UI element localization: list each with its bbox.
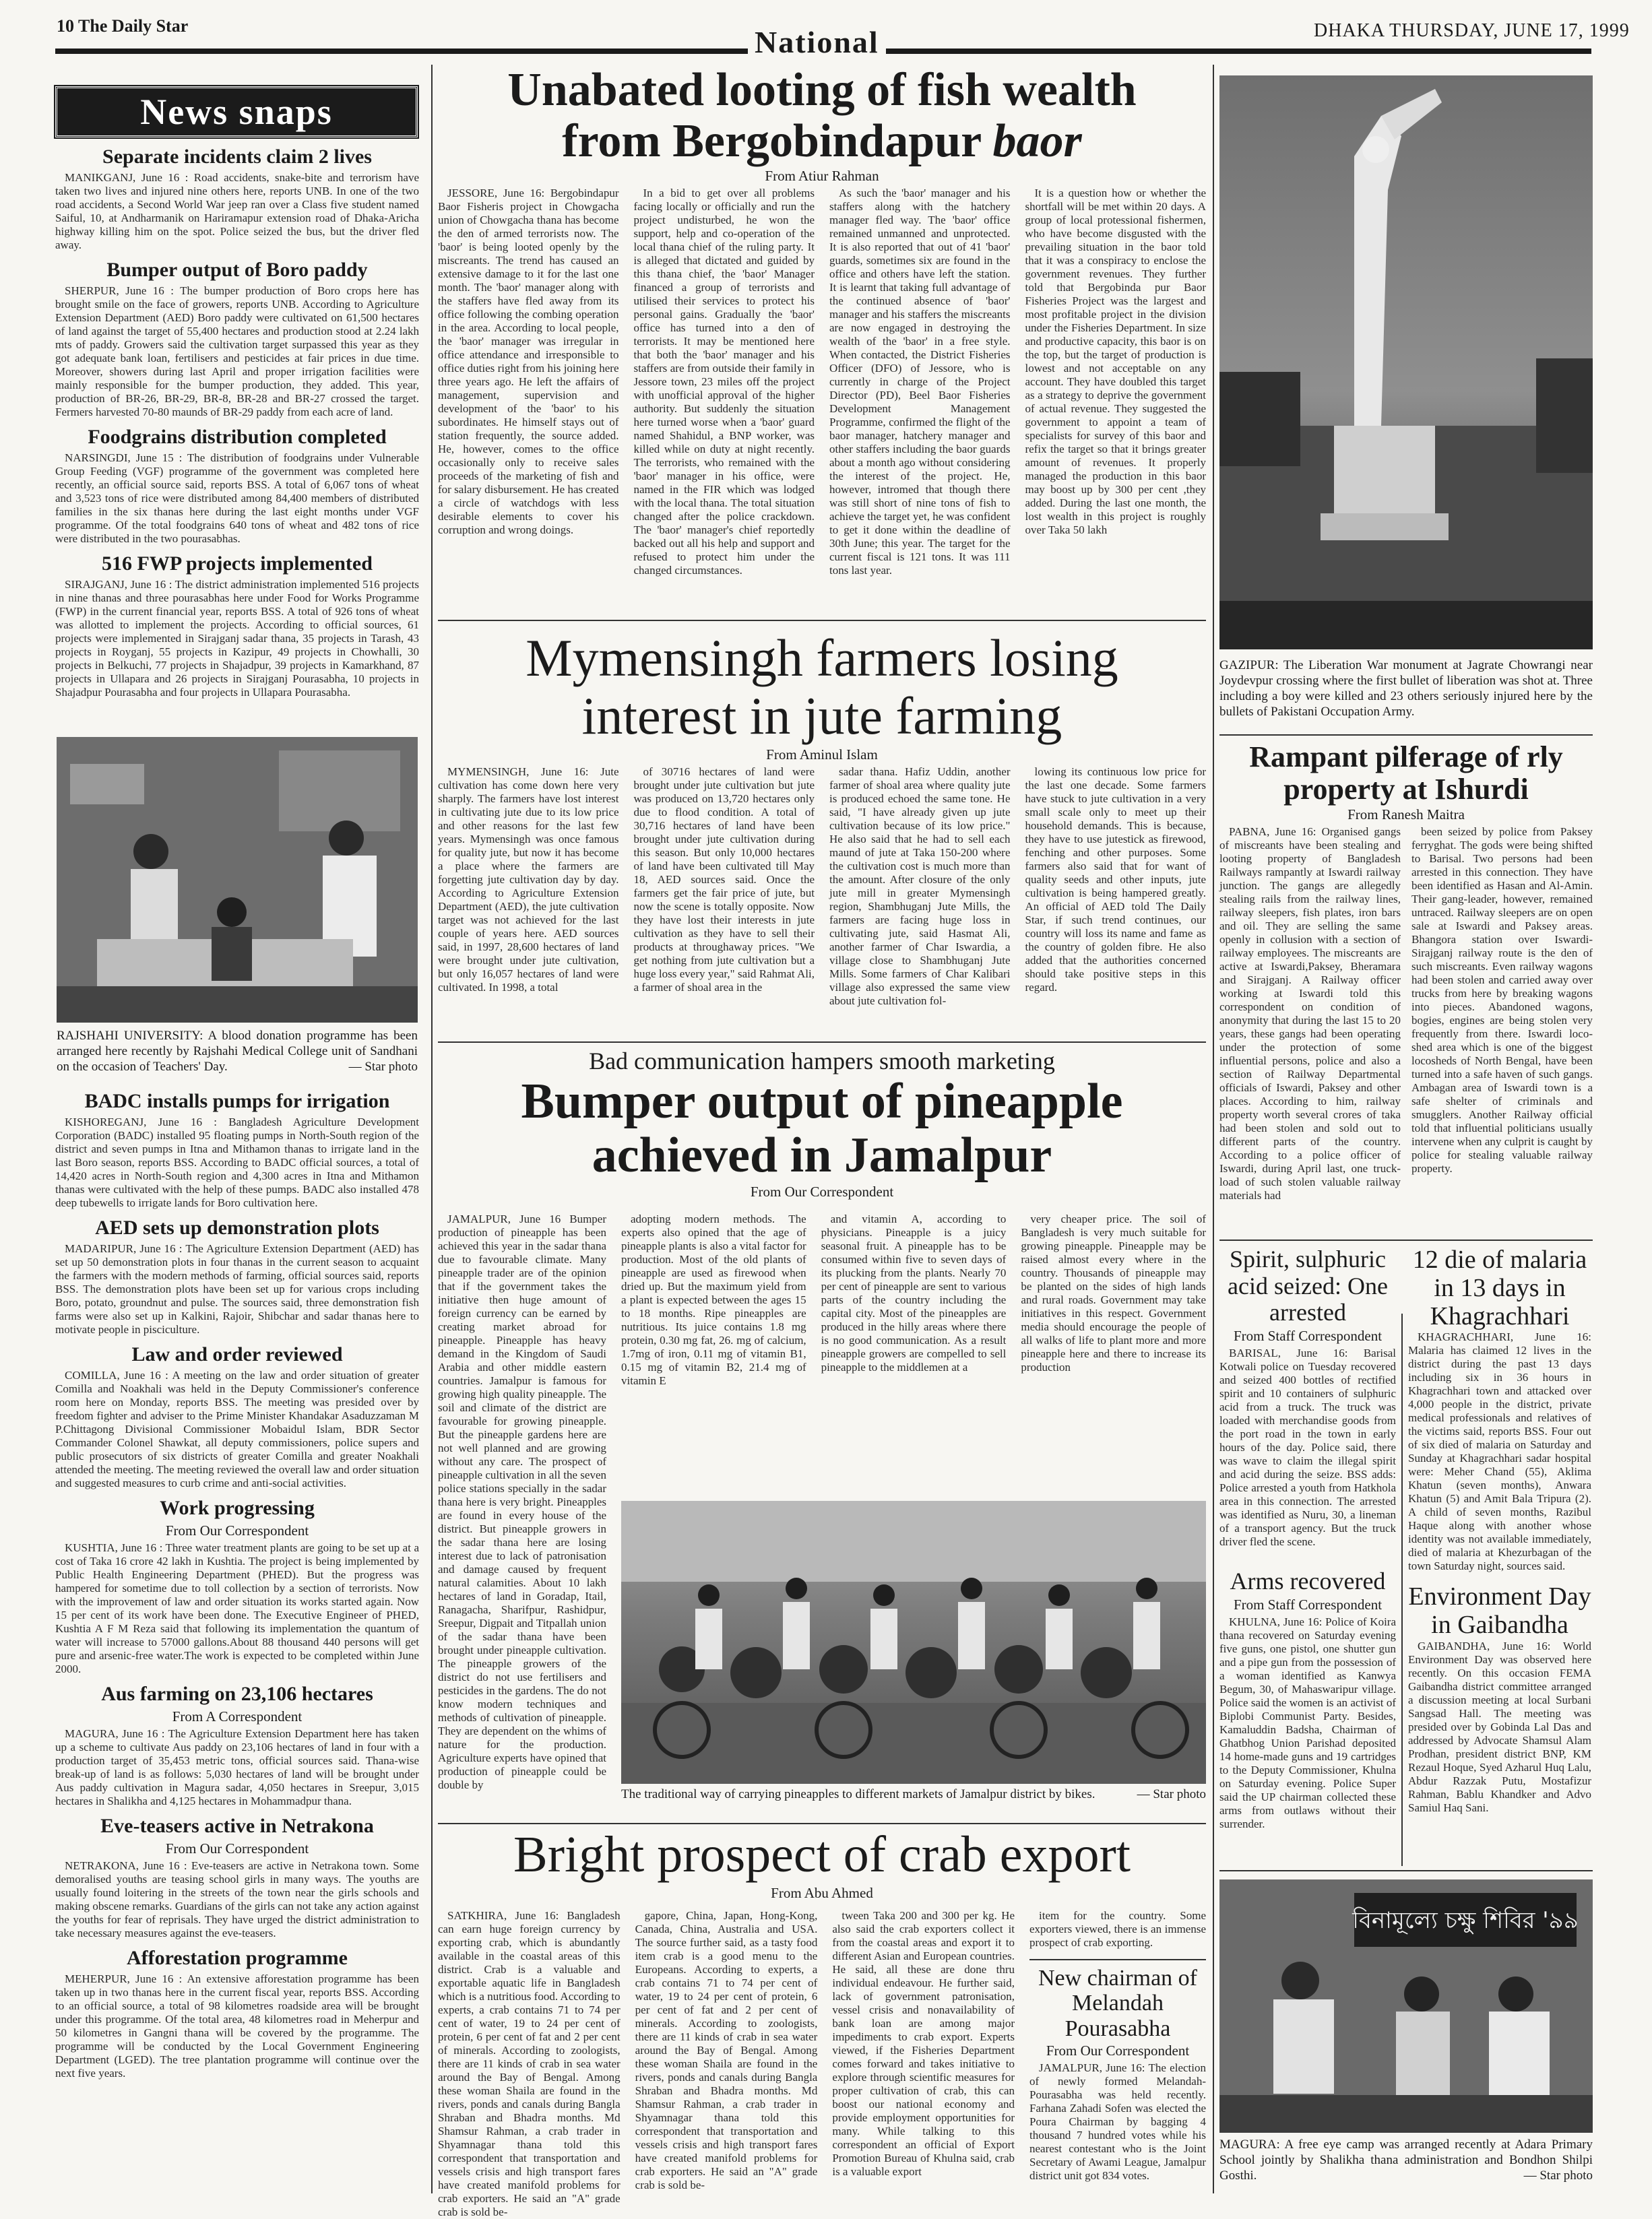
- pineapple-kicker: Bad communication hampers smooth marketing: [589, 1048, 1055, 1074]
- snap-byline: From Our Correspondent: [165, 1840, 309, 1857]
- fish-headline: [438, 65, 1206, 166]
- fish-column: [1025, 187, 1207, 564]
- jute-text: of 30716 hectares of land were brought under jute cultivation but jute was produced on 13,720 hectares only due to flood condition. A total of 30,716 hectares of land have been brought under jute cultivation during this season. But only 10,000 hectares of land have been cultivated till May 18, AED sources said. Once the farmers get the fair price of jute, but now the scene is totally opposite. Now they have lost their interests in jute cultivation as they have to sell their products at throughaway prices. "We get nothing from jute cultivation but a huge loss every year," said Rahmat Ali, a farmer of shoal area in the: [633, 765, 815, 994]
- fish-text: JESSORE, June 16: Bergobindapur Baor Fisheris project in Chowgacha union of Chowgacha thana has become the den of armed terrorists now. The 'baor' is being looted openly by the miscreants. The trend has caused an extensive damage to it for the last one month. The 'baor' manager along with the staffers have fled away from its office following the combing operation in the area. According to local people, the 'baor' manager was irregular in office attendance and irresponsible to office duties right from his joining here three years ago. He left the affairs of management, supervision and development of the 'baor' to his subordinates. He himself stays out of station frequently, the source added. He, however, comes to the office occasionally only to receive sales proceeds of the marketing of fish and for salary disbursement. He has created a circle of watchdogs with less desirable elements to cover his corruption and wrong doings.: [438, 187, 619, 537]
- snap-body: NARSINGDI, June 15 : The distribution of foodgrains under Vulnerable Group Feeding (VGF) programme of the government was completed here recently, an official source said, reports BSS. A total of 6,067 tons of wheat and 3,523 tons of rice were distributed among 84,400 members of distributed families in the six thanas here during the last eight months under VGF programme. Of the total foodgrains 640 tons of wheat and 482 tons of rice were distributed in the two pourasabhas.: [55, 451, 419, 545]
- caption-text: MAGURA: A free eye camp was arranged recently at Adara Primary School jointly by Shalikha thana administration and Bondhon Shilpi Gosthi.: [1219, 2137, 1593, 2183]
- snap-headline: Bumper output of Boro paddy: [106, 259, 368, 281]
- caption-text: The traditional way of carrying pineapples to different markets of Jamalpur district by bikes.: [621, 1787, 1095, 1801]
- column-rule-briefs: [1401, 1314, 1403, 1866]
- jute-headline-line1: Mymensingh farmers losing: [526, 629, 1118, 687]
- rly-rule: [1219, 1240, 1593, 1241]
- environment-headline: Environment Day in Gaibandha: [1408, 1582, 1591, 1639]
- snap-headline: Separate incidents claim 2 lives: [102, 146, 372, 168]
- fish-text: As such the 'baor' manager and his staffers along with the hatchery manager fled way. The 'baor' office remained unmanned and unprotected. It is also reported that out of 41 'baor' guards, sometimes six are found in the office and others have left the station. It is learnt that taking full advantage of the continued absence of 'baor' manager and his staffers the miscreants are now engaged in destroying the wealth of the 'baor' in a free style. When contacted, the District Fisheries Officer (DFO) of Jessore, who is currently in charge of the Project Director (PD), Beel Baor Fisheries Development Management Programme, confirmed the flight of the baor manager, hatchery manager and other staffers including the baor guards about a month ago without considering the interest of the project. He, however, intromed that though there was still short of nine tons of fish to achieve the target yet, he was confident to get it done within the deadline of 30th June; this year. The target for the current fiscal is 121 tons. It was 111 tons last year.: [829, 187, 1011, 577]
- liberation-monument-photo: [1219, 75, 1593, 649]
- jute-column: [829, 765, 1011, 1019]
- snap-headline: Afforestation programme: [127, 1947, 348, 1969]
- liberation-caption: GAZIPUR: The Liberation War monument at Jagrate Chowrangi near Joydevpur crossing where the first bullet of liberation was shot at. Three including a boy were killed and 23 others seriously injured here by the bullets of Pakistani Occupation Army.: [1219, 658, 1593, 719]
- pineapple-headline-line1: Bumper output of pineapple: [521, 1073, 1123, 1129]
- melandah-story: [1029, 1959, 1206, 2183]
- sulphuric-byline: From Staff Correspondent: [1233, 1327, 1383, 1344]
- snap-item: [55, 1497, 419, 1676]
- sulphuric-body: BARISAL, June 16: Barisal Kotwali police on Tuesday recovered and seized 400 bottles of rectified spirit and 10 containers of sulphuric acid from a truck. The truck was loaded with merchandise goods from the port road in the town in early hours of the day. Police said, there was wave to claim the illegal spirit and acid during the seize. BSS adds: Police arrested a youth from Hatkhola area in this connection. The arrested was identified as Nuru, 30, a lineman of a transport agency. But the truck driver fled the scene.: [1219, 1346, 1396, 1548]
- snap-headline: BADC installs pumps for irrigation: [84, 1090, 390, 1112]
- snap-headline: 516 FWP projects implemented: [102, 552, 373, 575]
- pineapple-headline: [438, 1075, 1206, 1183]
- liberation-rule: [1219, 734, 1593, 736]
- arms-body: KHULNA, June 16: Police of Koira thana recovered on Saturday evening five guns, one pistol, one shutter gun and a pipe gun from the possession of a woman identified as Kanwya Begum, 30, of Mahaswaripur village. Police said the women is an activist of Biplobi Communist Party. Besides, Kamaluddin Badsha, Chairman of Ghatbhog Union Parishad deposited 14 home-made guns and 19 cartridges to the Deputy Commissioner, Khulna on Saturday evening. Police Super said the UP chairman collected these arms from outlaws without their surrender.: [1219, 1615, 1396, 1830]
- crab-last-column: [1029, 1909, 1206, 2192]
- crab-column: [635, 1909, 818, 2192]
- pineapple-headline-line2: achieved in Jamalpur: [592, 1127, 1052, 1183]
- fish-column: [438, 187, 619, 564]
- jute-text: MYMENSINGH, June 16: Jute cultivation has come down here very sharply. The farmers have lost interest in cultivating jute due to its low price and other reasons for the last few years. Mymensingh was once famous for quality jute, but now it has become a place where the farmers are forgetting jute cultivation day by day. According to Agriculture Extension Department (AED), the jute cultivation target was not achieved for the last couple of years here. AED sources said, in 1997, 28,600 hectares of land were brought under jute cultivation, but only 16,057 hectares of land were cultivated. In 1998, a total: [438, 765, 619, 994]
- rly-columns: [1219, 825, 1593, 1281]
- snap-item: [55, 1343, 419, 1490]
- snap-headline: AED sets up demonstration plots: [95, 1217, 379, 1239]
- column-rule-left: [431, 65, 433, 2193]
- pineapple-byline: From Our Correspondent: [750, 1184, 894, 1200]
- crab-rule: [438, 1823, 1206, 1824]
- sulphuric-headline: Spirit, sulphuric acid seized: One arrested: [1228, 1246, 1388, 1326]
- snap-byline: From Our Correspondent: [165, 1522, 309, 1539]
- snap-headline: Aus farming on 23,106 hectares: [101, 1683, 373, 1705]
- column-rule-right: [1213, 65, 1214, 2193]
- snap-body: MANIKGANJ, June 16 : Road accidents, snake-bite and terrorism have taken two lives and injured nine others here, reports UNB. In one of the two road accidents, a Second World War jeep ran over a Class five student named Saiful, 10, at Andharmanik on Hariramapur extension road of Dhaka-Aricha highway killing him on the spot. Police seized the bus, but the driver fled away.: [55, 171, 419, 251]
- pineapple-columns: [621, 1213, 1206, 1496]
- fish-headline-line2: [438, 116, 1206, 167]
- environment-body: GAIBANDHA, June 16: World Environment Day was observed here recently. On this occasion FEMA Gaibandha district committee arranged a discussion meeting at local Surbani Sangsad Hall. The meeting was presided over by Gobinda Lal Das and addressed by Advocate Shamsul Alam Prodhan, president district BNP, KM Rezaul Hoque, Syed Azharul Huq Lalu, Abdur Razzak Putu, Mostafizur Rahman, Bablu Khandker and Advo Samiul Haq Sani.: [1408, 1639, 1591, 1814]
- snap-item: [55, 1815, 419, 1940]
- malaria-story: [1408, 1246, 1591, 1576]
- snap-item: [55, 1090, 419, 1210]
- snap-body: SHERPUR, June 16 : The bumper production of Boro crops here has brought smile on the face of growers, reports UNB. According to Agriculture Extension Department (AED) Boro paddy were cultivated on 61,500 hectares of land against the target of 55,400 hectares and production stood at 2.24 lakh mts of paddy. Growers said the cultivation target surpassed this year as they got adequate bank loan, fertilisers and pesticides at fair prices in due time. Moreover, showers during last April and proper irrigation facilities were mainly responsible for the bumper production, they added. This year, production of BR-26, BR-29, BR-8, BR-28 and BR-27 crossed the target. Fermers harvested 70-80 maunds of BR-29 paddy from each acre of land.: [55, 284, 419, 418]
- fish-text: It is a question how or whether the shortfall will be met within 20 days. A group of local protessional fishermen, who have become disgusted with the prevailing situation in the baor told that it was a conspiracy to enclose the government revenues. They further told that Bergobinda pur Baor Fisheries Project was the largest and most profitable project in the division under the Fisheries Department. In size and productive capacity, this baor is on the top, but the target of production is lowest and not acceptable on any account. They have doubled this target as a strategy to deprive the government of actual revenue. They suggested the government to appoint a team of specialists for survey of this baor and refix the target so that it brings greater amount of revenues. It properly managed the production in this baor may boost up by 300 per cent ,they added. During the last one month, the lost wealth in this project is roughly over Taka 50 lakh: [1025, 187, 1206, 537]
- jute-column: [438, 765, 619, 1019]
- caption-text: RAJSHAHI UNIVERSITY: A blood donation programme has been arranged here recently by Rajshahi Medical College unit of Sandhani on the occasion of Teachers' Day.: [57, 1029, 418, 1074]
- news-snaps-bottom: [55, 1083, 419, 2195]
- snap-body: KISHOREGANJ, June 16 : Bangladesh Agriculture Development Corporation (BADC) installed 95 floating pumps in North-South region of the district and seven pumps in Itna and Mithamon thanas to irrigate land in the last Boro season, reports BSS. According to BADC official sources, a total of 14,420 acres in North-South region and 4,300 acres in Itna and Mithamon thanas were cultivated with the help of these pumps. BADC also installed 478 deep tubewells to irrigate lands for Boro cultivation here.: [55, 1116, 419, 1209]
- photo-credit: — Star photo: [1137, 1787, 1206, 1801]
- arms-headline: Arms recovered: [1230, 1568, 1386, 1595]
- pineapple-photo: [621, 1501, 1206, 1784]
- snap-item: [55, 146, 419, 252]
- pineapple-column: [438, 1213, 606, 1819]
- snap-item: [55, 259, 419, 419]
- melandah-byline: From Our Correspondent: [1046, 2043, 1190, 2059]
- pineapple-story: [438, 1048, 1206, 1202]
- fish-headline-line1: Unabated looting of fish wealth: [507, 64, 1137, 116]
- pineapple-column: [621, 1213, 806, 1496]
- melandah-headline: New chairman of Melandah Pourasabha: [1038, 1966, 1197, 2041]
- snap-headline: Law and order reviewed: [131, 1343, 343, 1365]
- rly-text: been seized by police from Paksey ferryghat. The gods were being shifted to Barisal. Two persons had been arrested in this connection. They have been identified as Hasan and Al-Amin. Their gang-leader, however, remained untraced. Railway sleepers are on open sale at Iswardi and Paksey areas. Bhangora station over Iswardi-Sirajganj railway route is the den of such miscreants. Even railway wagons had been stolen and carried away over trucks from here by breaking wagons into pieces. Abandoned wagons, bogies, engines are being stolen very frequently from there. Iswardi loco-shed area which is one of the biggest locosheds of North Bengal, have been turned into a safe haven of such gangs. Ambagan area of Iswardi town is a safe shelter of criminals and smugglers. Another Railway official told that influential politicians usually intervene when any culprit is caught by police for stealing valuable railway property.: [1411, 825, 1593, 1176]
- snap-item: [55, 552, 419, 699]
- pineapple-caption: [621, 1787, 1206, 1802]
- crab-text: SATKHIRA, June 16: Bangladesh can earn huge foreign currency by exporting crab, which is abundantly available in the coastal areas of this district. Crab is a valuable and exportable aquatic life in Bangladesh which is a nutritious food. According to experts, a crab contains 71 to 74 per cent of water, 19 to 24 per cent of protein, 6 per cent of fat and 2 per cent of minerals. According to zoologists, there are 11 kinds of crab in sea water around the Bay of Bengal. Among these woman Shaila are found in the rivers, ponds and canals during Bangla Shraban and Bhadra months. Md Shamsur Rahman, a crab trader in Shyamnagar thana told this correspondent that transportation and vessels crisis and high transport fares have created manifold problems for crab exporters. He said an "A" grade crab is sold be-: [438, 1909, 621, 2218]
- jute-text: sadar thana. Hafiz Uddin, another farmer of shoal area where quality jute is produced echoed the same tone. He said, "I have already given up jute cultivation because of its low price." He also said that he had to sell each maund of jute at Taka 150-200 where the cultivation cost is much more than the amount. After closure of the only jute mill in greater Mymensingh region, Shambhuganj Jute Mills, the farmers are facing huge loss in cultivating jute, said Hasmat Ali, another farmer of Char Iswardia, a village close to Shambhuganj Jute Mills. Some farmers of Char Kalibari village also expressed the same view about jute cultivation fol-: [829, 765, 1011, 1007]
- crab-story: [438, 1827, 1206, 1904]
- environment-story: [1408, 1583, 1591, 1866]
- snap-body: MEHERPUR, June 16 : An extensive afforestation programme has been taken up in two thanas here in the current fiscal year, reports BSS. According to an official source, a total of 98 kilometres roadside area will be brought under this programme. Of the total area, 48 kilometres road in Meherpur and 50 kilometres in Gangni thana will be covered by the programme. The programme will be conducted by the Local Government Engineering Department (LGED). The tree plantation programme will continue over the next five years.: [55, 1972, 419, 2080]
- sulphuric-story: [1219, 1246, 1396, 1563]
- news-snaps-top: [55, 139, 419, 732]
- snap-headline: Foodgrains distribution completed: [88, 426, 387, 448]
- photo-credit: — Star photo: [348, 1060, 418, 1074]
- rly-text: PABNA, June 16: Organised gangs of miscreants have been stealing and looting property of Bangladesh Railways rampantly at Iswardi railway junction. The gangs are allegedly stealing rails from the railway lines, railway sleepers, fish plates, iron bars and oil. They are selling the same openly in collusion with a section of railway employees. The miscreants are active at Iswardi,Paksey, Bheramara and Sirajganj. A Railway officer working at Iswardi told this correspondent on condition of anonymity that during the last 15 to 20 years, these gangs had been operating under the protection of some influential persons, police and also a section of Railway Departmental officials of Iswardi, Paksey and other places. According to him, railway property worth several crores of taka had been stolen and sold out to different parts of the country. According to a police officer of Iswardi, during April last, one truck-load of such stolen valuable railway materials had: [1219, 825, 1401, 1202]
- jute-columns: [438, 765, 1206, 1019]
- jute-headline: [438, 629, 1206, 745]
- crab-headline: Bright prospect of crab export: [513, 1826, 1131, 1883]
- dateline: DHAKA THURSDAY, JUNE 17, 1999: [1314, 20, 1630, 41]
- rly-column: [1411, 825, 1593, 1281]
- fish-text: In a bid to get over all problems facing locally or officially and run the project undisturbed, he won the support, help and co-operation of the local thana chief of the ruling party. It is alleged that dictated and guided by this thana chief, the 'baor' Manager financed a group of terrorists and utilised their services to protect his personal gains. Gradually the 'baor' office has turned into a den of terrorists. It may be mentioned here that both the 'baor' manager and his staffers are from outside their family in Jessore town, 23 miles off the project with unofficial approval of the higher authority. But suddenly the situation here turned worse when a 'baor' guard named Shahidul, a BNP worker, was killed while on duty at night recently. The terrorists, who remained with the 'baor' manager in his office, were named in the FIR which was lodged with the local thana. The total situation changed after the police crackdown. The 'baor' manager's chief reportedly backed out all his help and support and refused to protect him under the changed circumstances.: [633, 187, 815, 577]
- page-label: 10 The Daily Star: [57, 16, 189, 36]
- fish-rule: [438, 620, 1206, 621]
- snap-item: [55, 1947, 419, 2080]
- fish-column: [633, 187, 815, 577]
- snap-headline: Eve-teasers active in Netrakona: [100, 1815, 374, 1837]
- malaria-body: KHAGRACHHARI, June 16: Malaria has claimed 12 lives in the district during the past 13 days including six in 36 hours in Khagrachhari town and attacked over 4,000 people in the district, private medical professionals and relatives of the victims said, reports BSS. Four out of six died of malaria on Saturday and Sunday at Khagrachhari sadar hospital were: Meher Chand (55), Aklima Khatun (seven months), Anwara Khatun (5) and Amit Bala Tripura (2). A child of seven months, Razibul Haque along with another whose identity was not available immediately, died of malaria at Khezurbagan of the town Saturday night, sources said.: [1408, 1330, 1591, 1573]
- fish-byline: From Atiur Rahman: [765, 168, 879, 185]
- fish-story: [438, 64, 1206, 577]
- pineapple-text: JAMALPUR, June 16 Bumper production of pineapple has been achieved this year in the sadar thana due to favourable climate. Many pineapple trader are of the opinion that if the government takes the initiative then huge amount of foreign currency can be earned by creating market abroad for pineapple. Pineapple has heavy demand in the Kingdom of Saudi Arabia and other middle eastern countries. Jamalpur is famous for growing high quality pineapple. The soil and climate of the district are favourable for growing pineapple. But the pineapple gardens here are not well planned and are growing without any care. The prospect of pineapple cultivation in all the seven police stations specially in the sadar thana here is very bright. Pineapples are found in every house of the district. But pineapple growers in the sadar thana here are losing interest due to lack of patronisation and damage caused by frequent natural calamities. About 10 lakh hectares of land in Goradap, Itail, Ranagacha, Sharifpur, Rashidpur, Sreepur, Digpait and Titpallah union of the sadar thana have been brought under pineapple cultivation. The pineapple growers of the district do not use fertilisers and pesticides in the gardens. The do not know modern techniques and methods of cultivation of pineapple. They are dependent on the whims of nature for the production. Agriculture experts have opined that production of pineapple could be double by: [438, 1213, 606, 1791]
- melandah-body: JAMALPUR, June 16: The election of newly formed Melandah-Pourasabha was held recently. Farhana Zahadi Sofen was elected the Poura Chairman by bagging 4 thousand 7 hundred votes while his nearest contestant who is the Joint Secretary of Awami League, Jamalpur district unit got 834 votes.: [1029, 2061, 1206, 2183]
- malaria-headline: 12 die of malaria in 13 days in Khagrachhari: [1412, 1246, 1587, 1330]
- snap-item: [55, 426, 419, 546]
- crab-byline: From Abu Ahmed: [771, 1884, 873, 1901]
- snap-headline: Work progressing: [160, 1497, 315, 1519]
- jute-story: [438, 629, 1206, 1019]
- crab-text: item for the country. Some exporters viewed, there is an immense prospect of crab exporting.: [1029, 1909, 1206, 1949]
- snap-body: MAGURA, June 16 : The Agriculture Extension Department here has taken up a scheme to cultivate Aus paddy on 23,106 hectares of land in four with a production target of 35,453 metric tons, official sources said. Thana-wise break-up of land is as follows: 5,030 hectares of land will be brought under Aus paddy cultivation in Magura sadar, 4,050 hectares in Sreepur, 3,015 hectares in Shalikha and 4,125 hectares in Mohammadpur thana.: [55, 1727, 419, 1807]
- briefs-rule: [1219, 1870, 1593, 1871]
- arms-byline: From Staff Correspondent: [1233, 1596, 1383, 1613]
- rly-column: [1219, 825, 1401, 1281]
- jute-headline-line2: interest in jute farming: [581, 686, 1062, 745]
- fish-headline-italic: baor: [992, 115, 1082, 167]
- pineapple-column: [821, 1213, 1007, 1496]
- jute-rule: [438, 1041, 1206, 1043]
- crab-text: tween Taka 200 and 300 per kg. He also said the crab exporters collect it from the coastal areas and export it to different Asian and European countries. He said, all these are done thru individual endeavour. He further said, lack of government patronisation, vessel crisis and nonavailability of bank loan are among major impediments to crab export. Experts viewed, if the Fisheries Department comes forward and takes initiative to explore through scientific measures for proper cultivation of crab, this can boost our national economy and provide employment opportunities for many. While talking to this correspondent an official of Export Promotion Bureau of Khulna said, crab is a valuable export: [832, 1909, 1015, 2178]
- jute-text: lowing its continuous low price for the last one decade. Some farmers have stuck to jute cultivation in a very small scale only to meet up their household demands. This is because, they have to use jutestick as firewood, fenching and other purposes. Some farmers also said that for want of quality seeds and other inputs, jute cultivation is being hampered greatly. An official of AED told The Daily Star, if such trend continues, our country will loss its name and fame as the country of golden fibre. He also added that the authorities concerned should take positive steps in this regard.: [1025, 765, 1206, 994]
- magura-caption: [1219, 2137, 1593, 2183]
- fish-columns: [438, 187, 1206, 577]
- jute-column: [1025, 765, 1207, 1019]
- snap-body: MADARIPUR, June 16 : The Agriculture Extension Department (AED) has set up 50 demonstration plots in four thanas in the current season to acquaint the farmers with the modern methods of farming, official sources said, reports BSS. The demonstration plots have been set up for various crops including Boro, potato, groundnut and pulse. The sources said, three demonstration fish farms were also set up in Kalkini, Rajoir, Shibchar and sadar thanas here to motivate people in pisciculture.: [55, 1242, 419, 1336]
- snap-body: SIRAJGANJ, June 16 : The district administration implemented 516 projects in nine thanas and three pourasabhas here under Food for Works Programme (FWP) in the current financial year, reports BSS. A total of 926 tons of wheat was allotted to implement the projects. According to official sources, 61 projects were implemented in Sirajganj sadar thana, 35 projects in Tarash, 43 projects in Royganj, 55 projects in Kazipur, 49 projects in Chowhalli, 30 projects in Belkuchi, 77 projects in Shajadpur, 39 projects in Kamarkhand, 87 projects in Ullapara and 26 projects in Sirajganj Pourasabha, 10 projects in Shajadpur Pourasabha and four projects in Ullapara Pourasabha.: [55, 578, 419, 699]
- crab-text: gapore, China, Japan, Hong-Kong, Canada, China, Australia and USA. The source further said, as a tasty food item crab is a good menu to the Europeans. According to experts, a crab contains 71 to 74 per cent of water, 19 to 24 per cent of protein, 6 per cent of fat and 2 per cent of minerals. According to zoologists, there are 11 kinds of crab in sea water around the Bay of Bengal. Among these woman Shaila are found in the rivers, ponds and canals during Bangla Shraban and Bhadra months. Md Shamsur Rahman, a crab trader in Shyamnagar thana told this correspondent that transportation and vessels crisis and high transport fares have created manifold problems for crab exporters. He said an "A" grade crab is sold be-: [635, 1909, 818, 2191]
- magura-banner-text: বিনামূল্যে চক্ষু শিবির '৯৯: [1352, 1907, 1579, 1934]
- photo-credit: — Star photo: [1523, 2168, 1593, 2183]
- pineapple-text: adopting modern methods. The experts also opined that the age of pineapple plants is also a vital factor for production. Most of the old plants of pineapple are used as firewood when dried up. But the maximum yield from a plant is expected between the ages 15 to 18 months. Ripe pineapples are nutritious. Its juice contains 1.8 mg protein, 0.30 mg fat, 26. mg of calcium, 1.7mg of iron, 0.11 mg of vitamin B1, 0.15 mg of vitamin B2, 21.4 mg of vitamin E: [621, 1213, 806, 1387]
- crab-columns: [438, 1909, 1015, 2218]
- rajshahi-caption: [57, 1028, 418, 1074]
- snap-body: KUSHTIA, June 16 : Three water treatment plants are going to be set up at a cost of Taka 16 crore 42 lakh in Kushtia. The project is being implemented by Public Health Engineering Department (PHED). But the progress was hampered for sometime due to toll collection by a section of terrorists. Now with the improvement of law and order situation its works started again. Now 15 per cent of its work have been done. The Executive Engineer of PHED, Kushtia A F M Reza said that following its implementation the quantum of water will increase to 57000 gallons.About 88 thousand 440 persons will get pure and arsenic-free water.The work is expected to be completed within June 2000.: [55, 1541, 419, 1675]
- fish-headline-text: from Bergobindapur: [562, 115, 993, 167]
- snap-body: NETRAKONA, June 16 : Eve-teasers are active in Netrakona town. Some demoralised youths are teasing school girls in many ways. The youths are usually found loitering in the streets of the town near the girls schools and making obscene remarks. Guardians of the girls can not take any action against the youths for fear of reprisals. They have urged the district administration to take necessary measures against the eve-teasers.: [55, 1859, 419, 1939]
- rajshahi-photo: [57, 737, 418, 1023]
- crab-column: [832, 1909, 1015, 2192]
- pineapple-text: and vitamin A, according to physicians. Pineapple is a juicy seasonal fruit. A pineapple has to be consumed within five to seven days of its plucking from the plants. Nearly 70 per cent of pineapple are sent to various parts of the country including the capital city. Most of the pineapples are produced in the hilly areas where there is no good communication. As a result pineapple growers are compelled to sell pineapple to the middlemen at a: [821, 1213, 1007, 1374]
- jute-column: [634, 765, 815, 1019]
- snap-body: COMILLA, June 16 : A meeting on the law and order situation of greater Comilla and Noakhali was held in the Deputy Commissioner's conference room here on Monday, reports BSS. The meeting was presided over by freedom fighter and adviser to the Prime Minister Khandakar Asaduzzaman M P.Chittagong Divisional Commissioner Mobaidul Islam, BDR Sector Commander Colonel Shawkat, all deputy commissioners, police supers and public prosecutors of six districts of greater Comilla and greater Noakhali attended the meeting. The meeting reviewed the overall law and order situation and suggested measures to curb crime and anti-social activities.: [55, 1369, 419, 1489]
- news-snaps-banner: News snaps: [55, 86, 418, 137]
- snap-item: [55, 1683, 419, 1808]
- crab-column: [438, 1909, 621, 2218]
- rly-headline: Rampant pilferage of rly property at Ishurdi: [1249, 740, 1563, 806]
- snap-byline: From A Correspondent: [172, 1708, 303, 1725]
- rly-story: [1219, 741, 1593, 1281]
- jute-byline: From Aminul Islam: [766, 746, 878, 763]
- snap-item: [55, 1217, 419, 1337]
- pineapple-text: very cheaper price. The soil of Bangladesh is very much suitable for growing pineapple. Pineapple may be raised almost every where in the country. Thousands of pineapple may be planted on the sides of high lands and rural roads. Government may take initiatives in this respect. Government media should encourage the people of all walks of life to plant more and more pineapple here and there to increase its production: [1021, 1213, 1207, 1374]
- rly-byline: From Ranesh Maitra: [1347, 806, 1465, 823]
- arms-story: [1219, 1568, 1396, 1865]
- magura-photo: [1219, 1879, 1593, 2133]
- fish-column: [829, 187, 1011, 577]
- pineapple-column: [1021, 1213, 1206, 1496]
- section-title: National: [748, 24, 886, 60]
